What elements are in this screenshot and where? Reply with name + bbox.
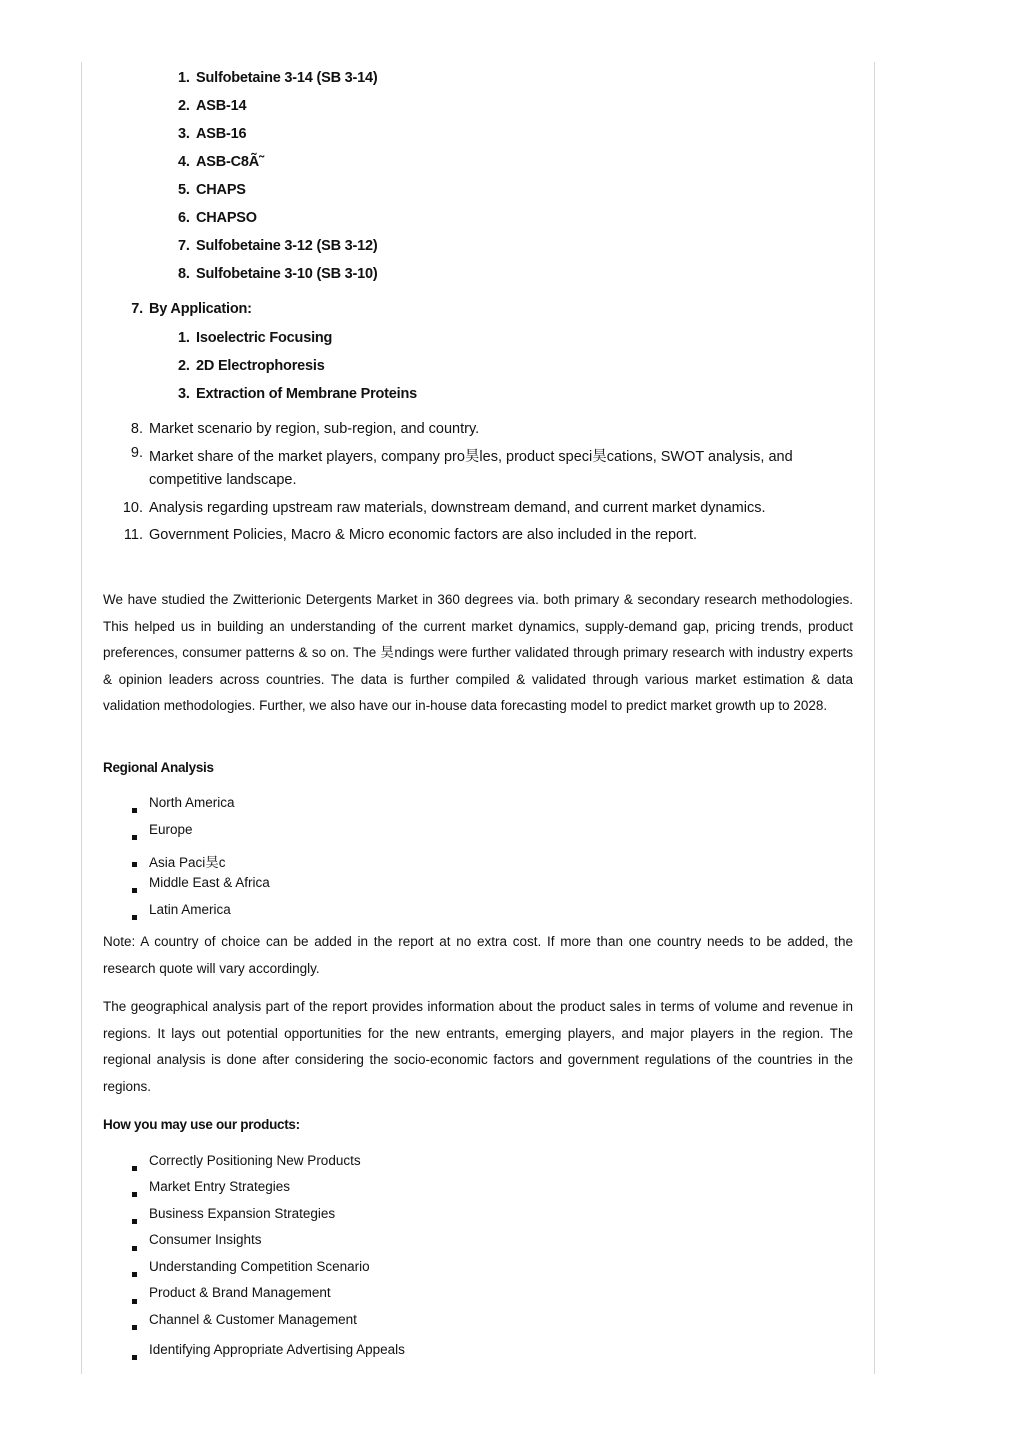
usage-item: Market Entry Strategies — [149, 1179, 291, 1194]
main-list-item-continuation: competitive landscape. — [149, 472, 297, 488]
usage-item: Business Expansion Strategies — [149, 1206, 336, 1221]
usage-item: Understanding Competition Scenario — [149, 1259, 370, 1274]
usage-item: Product & Brand Management — [149, 1285, 331, 1300]
region-item: Asia Paci昊c — [149, 855, 226, 870]
usage-item: Consumer Insights — [149, 1232, 262, 1247]
application-heading: 7. By Application: — [131, 301, 252, 317]
type-sublist-item: 3. ASB-16 — [178, 126, 247, 142]
bullet-icon — [132, 1299, 137, 1304]
region-item: Latin America — [149, 902, 231, 917]
usage-item: Channel & Customer Management — [149, 1312, 357, 1327]
usage-heading: How you may use our products: — [103, 1117, 300, 1132]
bullet-icon — [132, 862, 137, 867]
region-item: Europe — [149, 822, 193, 837]
bullet-icon — [132, 1355, 137, 1360]
main-list-item: 10. Analysis regarding upstream raw materials, downstream demand, and current market dynamics. — [122, 500, 766, 516]
application-item: 2. 2D Electrophoresis — [178, 358, 325, 374]
bullet-icon — [132, 808, 137, 813]
type-sublist-item: 1. Sulfobetaine 3-14 (SB 3-14) — [178, 70, 378, 86]
main-list-item: 8. Market scenario by region, sub-region, and country. — [130, 421, 480, 437]
geographical-paragraph: The geographical analysis part of the report provides information about the product sales in terms of volume and revenue in regions. It lays out potential opportunities for the new entrants, emerging players, and major players in the region. The regional analysis is done after considering the socio-economic factors and government regulations of the countries in the regions. — [103, 999, 853, 1094]
application-item: 1. Isoelectric Focusing — [178, 330, 333, 346]
region-item: Middle East & Africa — [149, 875, 270, 890]
type-sublist-item: 4. ASB-C8Ã˜ — [178, 154, 264, 170]
bullet-icon — [132, 915, 137, 920]
type-sublist-item: 7. Sulfobetaine 3-12 (SB 3-12) — [178, 238, 378, 254]
main-list-item: 11. Government Policies, Macro & Micro economic factors are also included in the report. — [123, 527, 698, 543]
bullet-icon — [132, 1272, 137, 1277]
regional-analysis-heading: Regional Analysis — [103, 760, 214, 775]
bullet-icon — [132, 1246, 137, 1251]
bullet-icon — [132, 835, 137, 840]
page-right-border — [874, 62, 875, 1374]
application-item: 3. Extraction of Membrane Proteins — [178, 386, 418, 402]
bullet-icon — [132, 888, 137, 893]
usage-item: Identifying Appropriate Advertising Appeals — [149, 1342, 405, 1357]
bullet-icon — [132, 1166, 137, 1171]
main-list-item: 9. Market share of the market players, company pro昊les, product speci昊cations, SWOT analysis, and — [130, 445, 793, 465]
intro-paragraph: We have studied the Zwitterionic Detergents Market in 360 degrees via. both primary & secondary research methodologies. This helped us in building an understanding of the current market dynamics, supply-demand gap, pricing trends, product preferences, consumer patterns & so on. The 昊ndings were further validated through primary research with industry experts & opinion leaders across countries. The data is further compiled & validated through various market estimation & data validation methodologies. Further, we also have our in-house data forecasting model to predict market growth up to 2028. — [103, 592, 853, 713]
page-left-border — [81, 62, 82, 1374]
usage-item: Correctly Positioning New Products — [149, 1153, 361, 1168]
bullet-icon — [132, 1325, 137, 1330]
type-sublist-item: 5. CHAPS — [178, 182, 246, 198]
bullet-icon — [132, 1192, 137, 1197]
bullet-icon — [132, 1219, 137, 1224]
region-item: North America — [149, 795, 235, 810]
type-sublist-item: 6. CHAPSO — [178, 210, 257, 226]
type-sublist-item: 2. ASB-14 — [178, 98, 247, 114]
type-sublist-item: 8. Sulfobetaine 3-10 (SB 3-10) — [178, 266, 378, 282]
note-paragraph: Note: A country of choice can be added in the report at no extra cost. If more than one country needs to be added, the research quote will vary accordingly. — [103, 934, 853, 976]
